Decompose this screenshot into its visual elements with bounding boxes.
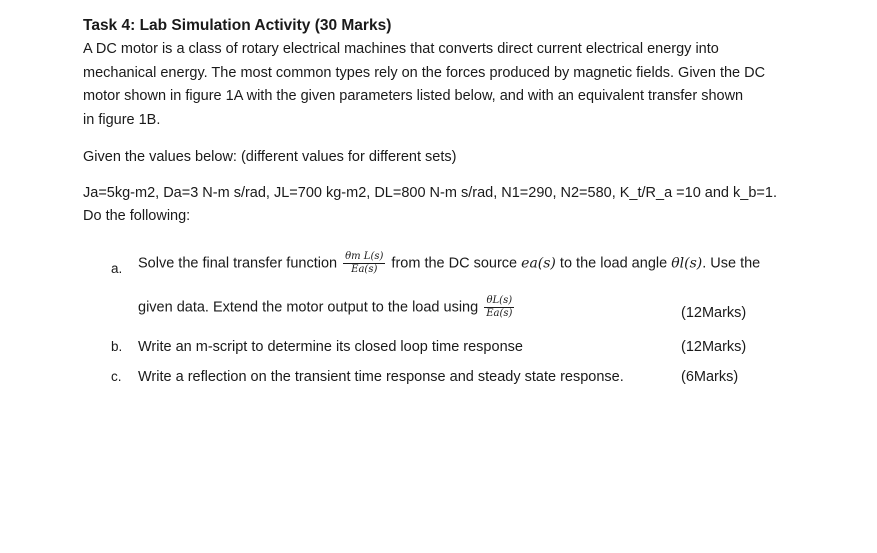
values-line: Ja=5kg-m2, Da=3 N-m s/rad, JL=700 kg-m2, DL=800 N-m s/rad, N1=290, N2=580, K_t/R_a =10 and k_b=1. <box>83 184 777 201</box>
item-c-marks: (6Marks) <box>681 368 739 385</box>
item-b-marks: (12Marks) <box>681 338 747 355</box>
source-symbol: ea(s) <box>521 254 556 271</box>
list-item-b <box>83 339 813 369</box>
item-a-marker: a. <box>111 260 123 276</box>
intro-line-1: A DC motor is a class of rotary electrical machines that converts direct current electrical energy into <box>83 41 719 57</box>
list-item-a <box>83 251 813 295</box>
item-b-marker: b. <box>111 338 123 354</box>
item-b-text: Write an m-script to determine its closed loop time response <box>138 338 523 355</box>
intro-line-3: motor shown in figure 1A with the given parameters listed below, and with an equivalent transfer shown <box>83 88 744 104</box>
task-title: Task 4: Lab Simulation Activity (30 Marks) <box>83 17 392 34</box>
do-following-label: Do the following: <box>83 208 191 224</box>
load-symbol: θl(s) <box>671 254 703 271</box>
item-a-text-before: Solve the final transfer function <box>138 254 342 271</box>
item-c-text: Write a reflection on the transient time response and steady state response. <box>138 368 624 385</box>
item-a-text-mid: from the DC source <box>387 254 522 271</box>
item-a-line-1 <box>138 251 760 276</box>
document-body <box>83 14 813 399</box>
item-a-line-2 <box>138 295 516 320</box>
item-a-marks: (12Marks) <box>681 304 747 321</box>
transfer-function-fraction-1 <box>343 251 385 276</box>
task-list <box>83 251 813 399</box>
frac1-numerator: θm L(s) <box>345 250 384 262</box>
item-a-line2-text: given data. Extend the motor output to the load using <box>138 298 483 315</box>
list-item-c <box>83 369 813 399</box>
intro-line-4: in figure 1B. <box>83 111 161 128</box>
item-c-marker: c. <box>111 368 122 384</box>
item-a-text-end: . Use the <box>702 254 761 271</box>
frac2-numerator: θL(s) <box>484 295 514 308</box>
list-item-a-continued <box>83 295 813 339</box>
frac1-denominator: Ea(s) <box>351 263 378 275</box>
item-a-text-mid2: to the load angle <box>555 254 672 271</box>
intro-line-2: mechanical energy. The most common types rely on the forces produced by magnetic fields. Given the DC <box>83 64 766 81</box>
given-label: Given the values below: (different values for different sets) <box>83 149 457 165</box>
frac2-denominator: Ea(s) <box>486 307 513 319</box>
transfer-function-fraction-2 <box>484 295 514 320</box>
